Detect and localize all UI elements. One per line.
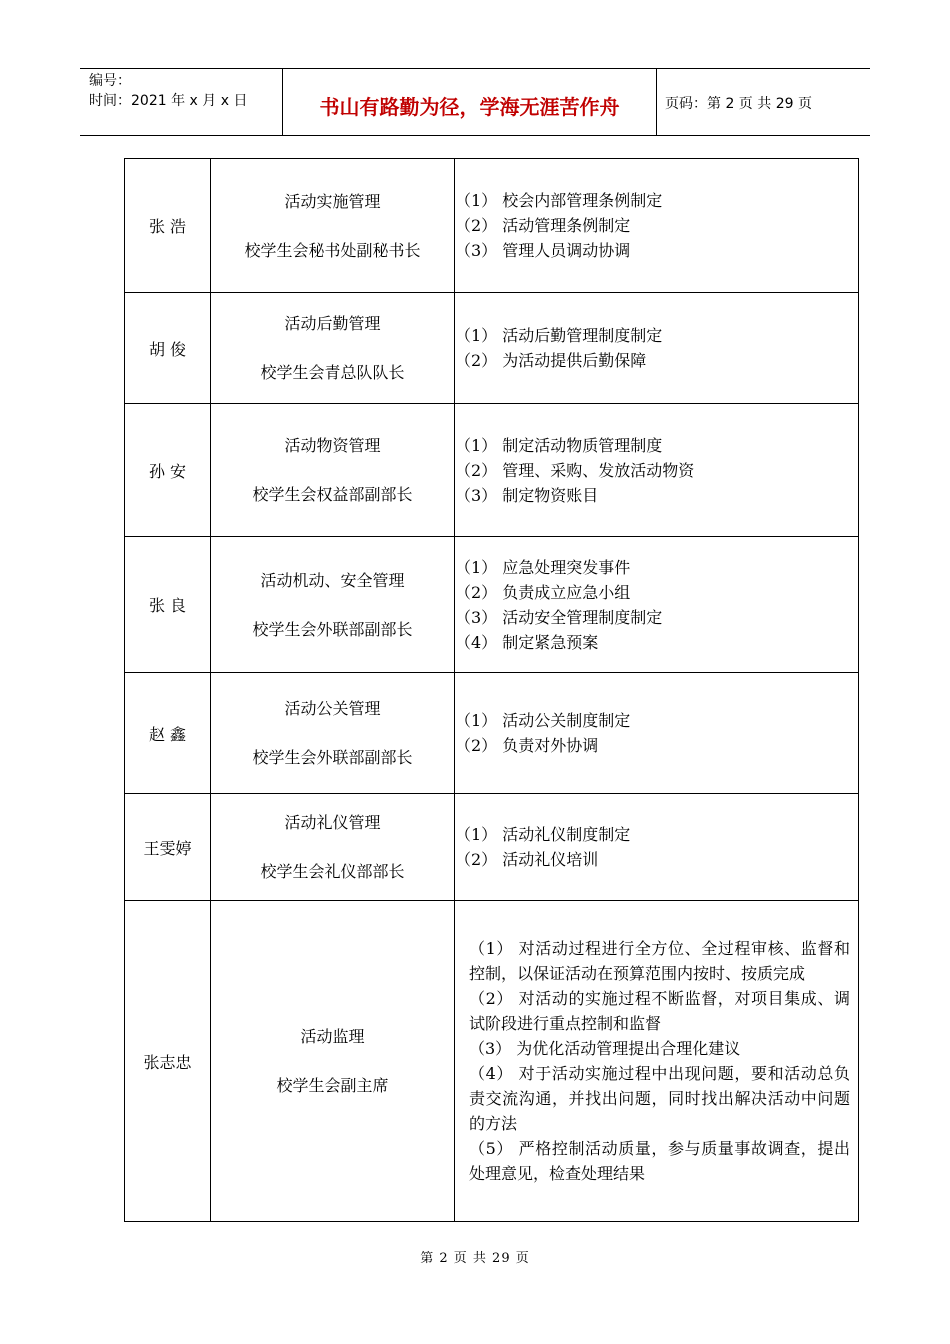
duty-item: （4） 制定紧急预案: [455, 632, 599, 652]
role-position: 校学生会权益部副部长: [252, 485, 413, 504]
duty-item: （2） 对活动的实施过程不断监督，对项目集成、调试阶段进行重点控制和监督: [469, 989, 850, 1033]
role-position: 校学生会青总队队长: [260, 363, 405, 382]
duty-item: （3） 为优化活动管理提出合理化建议: [469, 1039, 741, 1058]
role-cell: [211, 673, 455, 794]
header-number-label: 编号：: [89, 73, 131, 89]
person-name: 张 浩: [125, 159, 211, 293]
duties-cell: [455, 794, 859, 901]
header-time-label: 时间：2021 年 x 月 x 日: [89, 93, 248, 109]
role-cell: [211, 794, 455, 901]
role-title: 活动后勤管理: [284, 314, 381, 333]
duty-item: （2） 管理、采购、发放活动物资: [455, 460, 695, 480]
duty-item: （1） 校会内部管理条例制定: [455, 191, 663, 210]
duty-item: （1） 活动礼仪制度制定: [455, 825, 631, 844]
person-name: 张志忠: [125, 901, 211, 1222]
role-cell: [211, 293, 455, 404]
role-cell: [211, 537, 455, 673]
table-row: [125, 673, 859, 794]
duty-item: （1） 对活动过程进行全方位、全过程审核、监督和控制，以保证活动在预算范围内按时、按质完成: [469, 939, 850, 983]
duties-cell: [455, 404, 859, 537]
duty-item: （4） 对于活动实施过程中出现问题，要和活动总负责交流沟通，并找出问题，同时找出解决活动中问题的方法: [469, 1064, 850, 1133]
duties-cell: [455, 673, 859, 794]
duty-item: （3） 管理人员调动协调: [455, 241, 631, 260]
duty-item: （1） 制定活动物质管理制度: [455, 435, 663, 455]
page-footer: 第 2 页 共 29 页: [420, 1251, 530, 1266]
table-row: [125, 293, 859, 404]
person-name: 赵 鑫: [125, 673, 211, 794]
role-title: 活动机动、安全管理: [260, 570, 405, 590]
duty-table: [124, 158, 859, 1222]
page-header: [80, 68, 870, 136]
role-position: 校学生会秘书处副秘书长: [244, 240, 421, 260]
duty-item: （5） 严格控制活动质量，参与质量事故调查，提出处理意见，检查处理结果: [469, 1139, 850, 1183]
table-row: [125, 404, 859, 537]
role-position: 校学生会礼仪部部长: [260, 862, 405, 881]
role-cell: [211, 404, 455, 537]
person-name: 孙 安: [125, 404, 211, 537]
role-cell: [211, 159, 455, 293]
duties-cell: [455, 537, 859, 673]
duties-cell: [455, 159, 859, 293]
duties-cell: [455, 901, 859, 1222]
duty-item: （2） 负责对外协调: [455, 736, 599, 755]
role-position: 校学生会外联部副部长: [252, 619, 413, 639]
duty-item: （2） 活动礼仪培训: [455, 850, 599, 869]
duty-item: （1） 应急处理突发事件: [455, 557, 631, 577]
table-row: [125, 537, 859, 673]
duty-item: （2） 为活动提供后勤保障: [455, 351, 647, 370]
duty-item: （2） 负责成立应急小组: [455, 582, 631, 602]
duty-item: （3） 活动安全管理制度制定: [455, 607, 663, 627]
table-row: [125, 901, 859, 1222]
header-page-info: 页码：第 2 页 共 29 页: [665, 96, 812, 112]
header-motto: 书山有路勤为径，学海无涯苦作舟: [283, 69, 657, 135]
person-name: 王雯婷: [125, 794, 211, 901]
header-meta: [80, 69, 283, 135]
role-title: 活动实施管理: [284, 191, 381, 211]
role-title: 活动礼仪管理: [284, 813, 381, 832]
role-position: 校学生会外联部副部长: [252, 748, 413, 767]
role-position: 校学生会副主席: [276, 1076, 389, 1095]
person-name: 胡 俊: [125, 293, 211, 404]
role-cell: [211, 901, 455, 1222]
duty-item: （1） 活动公关制度制定: [455, 711, 631, 730]
role-title: 活动监理: [300, 1027, 365, 1046]
role-title: 活动公关管理: [284, 699, 381, 718]
role-title: 活动物资管理: [284, 436, 381, 455]
duties-cell: [455, 293, 859, 404]
person-name: 张 良: [125, 537, 211, 673]
duty-item: （1） 活动后勤管理制度制定: [455, 326, 663, 345]
duty-item: （3） 制定物资账目: [455, 485, 599, 505]
duty-item: （2） 活动管理条例制定: [455, 216, 631, 235]
table-row: [125, 159, 859, 293]
table-row: [125, 794, 859, 901]
